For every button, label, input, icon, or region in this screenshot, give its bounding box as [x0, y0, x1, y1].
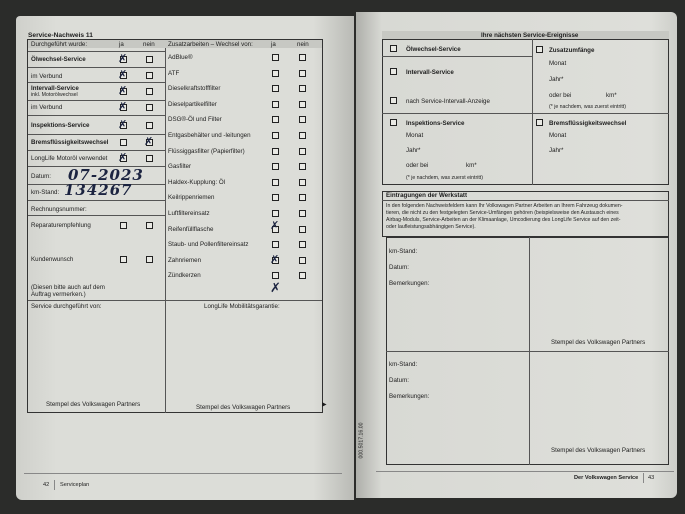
- checkbox-inspektion-nein[interactable]: [146, 122, 153, 129]
- handwritten-km: 134267: [64, 181, 133, 199]
- eintragungen-title: Eintragungen der Werkstatt: [386, 192, 468, 199]
- handwritten-datum: 07-2023: [68, 166, 144, 184]
- left-page-title: Service-Nachweis 11: [28, 32, 93, 39]
- zusatz-item: Dieselkraftstofffilter: [168, 85, 221, 92]
- checkbox-zusatz-nein[interactable]: [299, 272, 306, 279]
- datum-label: Datum:: [31, 173, 51, 180]
- checkbox-zusatz[interactable]: [536, 46, 543, 53]
- checkbox-brems-ja[interactable]: [120, 139, 127, 146]
- checkbox-zusatz-ja[interactable]: [272, 101, 279, 108]
- zusatz-item: Luftfiltereinsatz: [168, 210, 210, 217]
- entry2-bemerkungen: Bemerkungen:: [389, 393, 430, 400]
- col-nein-2: nein: [297, 41, 309, 48]
- checkbox-zusatz-ja[interactable]: [272, 241, 279, 248]
- insp-oder-bei: oder bei: [406, 162, 429, 169]
- zusatz-item: Staub- und Pollenfiltereinsatz: [168, 241, 249, 248]
- checkbox-zusatz-nein[interactable]: [299, 257, 306, 264]
- insp-nachdem: (* je nachdem, was zuerst eintritt): [406, 175, 483, 181]
- eintragungen-line-1: In den folgenden Nachweisfeldern kann Ihr Volkswagen Partner Arbeiten an Ihrem Fahrzeug dokumen-: [386, 203, 623, 209]
- hand-check-icon: ✗: [118, 84, 128, 97]
- service-by-label: Service durchgeführt von:: [31, 303, 102, 310]
- hand-check-icon: ✗: [118, 100, 128, 113]
- left-footer: Serviceplan: [60, 482, 90, 488]
- checkbox-zusatz-ja[interactable]: [272, 148, 279, 155]
- checkbox-zusatz-ja[interactable]: [272, 70, 279, 77]
- entry1-km: km-Stand:: [389, 248, 418, 255]
- checkbox-zusatz-ja[interactable]: [272, 85, 279, 92]
- next-intervall: Intervall-Service: [406, 69, 454, 76]
- longlife-label: LongLife Mobilitätsgarantie:: [204, 303, 280, 310]
- checkbox-oel-nein[interactable]: [146, 56, 153, 63]
- next-zusatz: Zusatzumfänge: [549, 47, 595, 54]
- stempel-left-2: Stempel des Volkswagen Partners: [196, 404, 291, 411]
- zusatz-item: Flüssiggasfilter (Papierfilter): [168, 148, 245, 155]
- left-page: [16, 16, 354, 500]
- checkbox-zusatz-nein[interactable]: [299, 132, 306, 139]
- col-ja-2: ja: [271, 41, 276, 48]
- reparatur-label: Reparaturempfehlung: [31, 222, 91, 229]
- insp-monat: Monat: [406, 132, 424, 139]
- checkbox-kundenwunsch-nein[interactable]: [146, 256, 153, 263]
- right-page-number: 43: [648, 475, 655, 481]
- checkbox-reparatur-nein[interactable]: [146, 222, 153, 229]
- checkbox-brems[interactable]: [536, 119, 543, 126]
- checkbox-zusatz-ja[interactable]: [272, 116, 279, 123]
- hand-check-icon: ✗: [118, 118, 128, 131]
- checkbox-zusatz-nein[interactable]: [299, 54, 306, 61]
- checkbox-zusatz-nein[interactable]: [299, 163, 306, 170]
- zusatz-oder-bei: oder bei: [549, 92, 572, 99]
- next-brems: Bremsflüssigkeitswechsel: [549, 120, 627, 127]
- entry2-stempel: Stempel des Volkswagen Partners: [551, 447, 646, 454]
- checkbox-zusatz-nein[interactable]: [299, 179, 306, 186]
- checkbox-zusatz-ja[interactable]: [272, 210, 279, 217]
- brems-jahr: Jahr*: [549, 147, 564, 154]
- brems-monat: Monat: [549, 132, 567, 139]
- hand-check-icon: ✗: [118, 52, 128, 65]
- checkbox-zusatz-ja[interactable]: [272, 163, 279, 170]
- checkbox-nach-anzeige[interactable]: [390, 97, 397, 104]
- entry2-datum: Datum:: [389, 377, 409, 384]
- hand-check-icon: ✗: [118, 68, 128, 81]
- service-verbund-2: im Verbund: [31, 104, 63, 111]
- checkbox-zusatz-nein[interactable]: [299, 101, 306, 108]
- auftrag-note-1: (Diesen bitte auch auf dem: [31, 284, 105, 291]
- eintragungen-line-2: tieren, die nicht zu den festgelegten Service-Umfängen gehören (beispielsweise den Austausch eines: [386, 210, 619, 216]
- checkbox-verbund2-nein[interactable]: [146, 104, 153, 111]
- zusatz-km-unit: km*: [606, 92, 617, 99]
- zusatz-item: Zahnriemen: [168, 257, 202, 264]
- zusatz-item: Zündkerzen: [168, 272, 201, 279]
- service-intervall-sub: inkl. Motorölwechsel: [31, 92, 78, 98]
- vertical-code: 000.5017.16.00: [358, 422, 365, 459]
- eintragungen-line-4: oder laufleistungsabhängigen Service).: [386, 224, 476, 230]
- checkbox-oelwechsel[interactable]: [390, 45, 397, 52]
- checkbox-zusatz-nein[interactable]: [299, 148, 306, 155]
- rechnung-label: Rechnungsnummer:: [31, 206, 87, 213]
- service-verbund-1: im Verbund: [31, 73, 63, 80]
- checkbox-zusatz-nein[interactable]: [299, 210, 306, 217]
- col-zusatz: Zusatzarbeiten – Wechsel von:: [168, 41, 253, 48]
- zusatz-monat: Monat: [549, 60, 567, 67]
- checkbox-zusatz-nein[interactable]: [299, 85, 306, 92]
- zusatz-item: DSG®-Öl und Filter: [168, 116, 222, 123]
- zusatz-item: Haldex-Kupplung: Öl: [168, 179, 226, 186]
- entry1-stempel: Stempel des Volkswagen Partners: [551, 339, 646, 346]
- checkbox-zusatz-nein[interactable]: [299, 194, 306, 201]
- right-header: Ihre nächsten Service-Ereignisse: [481, 32, 579, 39]
- checkbox-zusatz-ja[interactable]: [272, 179, 279, 186]
- checkbox-intervall-nein[interactable]: [146, 88, 153, 95]
- right-footer: Der Volkswagen Service: [574, 475, 639, 481]
- checkbox-zusatz-ja[interactable]: [272, 194, 279, 201]
- zusatz-item: AdBlue®: [168, 54, 193, 61]
- checkbox-zusatz-ja[interactable]: [272, 272, 279, 279]
- col-durchgefuehrt: Durchgeführt wurde:: [31, 41, 88, 48]
- eintragungen-line-3: Airbag-Moduls, Service-Arbeiten an der Klimaanlage, Umcodierung des LongLife Service auf den zeit-: [386, 217, 621, 223]
- service-longlife: LongLife Motoröl verwendet: [31, 155, 108, 162]
- hand-check-icon: ✗: [270, 219, 280, 232]
- checkbox-zusatz-ja[interactable]: [272, 132, 279, 139]
- right-page: [356, 12, 677, 498]
- checkbox-longlife-nein[interactable]: [146, 155, 153, 162]
- next-oelwechsel: Ölwechsel-Service: [406, 46, 461, 53]
- zusatz-nachdem: (* je nachdem, was zuerst eintritt): [549, 104, 626, 110]
- left-page-number: 42: [43, 482, 50, 488]
- checkbox-intervall[interactable]: [390, 68, 397, 75]
- zusatz-item: Entgasbehälter und -leitungen: [168, 132, 251, 139]
- service-bremsfluessigkeit: Bremsflüssigkeitswechsel: [31, 139, 109, 146]
- checkbox-zusatz-nein[interactable]: [299, 226, 306, 233]
- arrow-icon: ▶: [322, 402, 327, 408]
- column-divider: [165, 48, 166, 413]
- service-oelwechsel: Ölwechsel-Service: [31, 56, 86, 63]
- checkbox-verbund1-nein[interactable]: [146, 72, 153, 79]
- entry1-bemerkungen: Bemerkungen:: [389, 280, 430, 287]
- service-inspektion: Inspektions-Service: [31, 122, 90, 129]
- checkbox-reparatur-ja[interactable]: [120, 222, 127, 229]
- checkbox-zusatz-nein[interactable]: [299, 116, 306, 123]
- insp-jahr: Jahr*: [406, 147, 421, 154]
- checkbox-inspektion[interactable]: [390, 119, 397, 126]
- checkbox-zusatz-ja[interactable]: [272, 54, 279, 61]
- hand-check-icon: ✗: [118, 151, 128, 164]
- checkbox-zusatz-nein[interactable]: [299, 241, 306, 248]
- zusatz-item: Reifenfüllflasche: [168, 226, 214, 233]
- col-ja: ja: [119, 41, 124, 48]
- hand-check-icon: ✗: [270, 253, 280, 266]
- zusatz-item: Gasfilter: [168, 163, 192, 170]
- hand-check-icon: ✗: [144, 135, 154, 148]
- checkbox-zusatz-nein[interactable]: [299, 70, 306, 77]
- checkbox-kundenwunsch-ja[interactable]: [120, 256, 127, 263]
- kundenwunsch-label: Kundenwunsch: [31, 256, 74, 263]
- entry2-km: km-Stand:: [389, 361, 418, 368]
- km-label: km-Stand:: [31, 189, 60, 196]
- zusatz-item: ATF: [168, 70, 180, 77]
- zusatz-jahr: Jahr*: [549, 76, 564, 83]
- nach-anzeige: nach Service-Intervall-Anzeige: [406, 98, 490, 105]
- stempel-left-1: Stempel des Volkswagen Partners: [46, 401, 141, 408]
- insp-km-unit: km*: [466, 162, 477, 169]
- entry1-datum: Datum:: [389, 264, 409, 271]
- zusatz-item: Dieselpartikelfilter: [168, 101, 217, 108]
- col-nein: nein: [143, 41, 155, 48]
- next-inspektion: Inspektions-Service: [406, 120, 465, 127]
- hand-check-icon: ✗: [270, 281, 281, 296]
- auftrag-note-2: Auftrag vermerken.): [31, 291, 86, 298]
- service-intervall: Intervall-Service: [31, 85, 79, 92]
- zusatz-item: Keilrippenriemen: [168, 194, 215, 201]
